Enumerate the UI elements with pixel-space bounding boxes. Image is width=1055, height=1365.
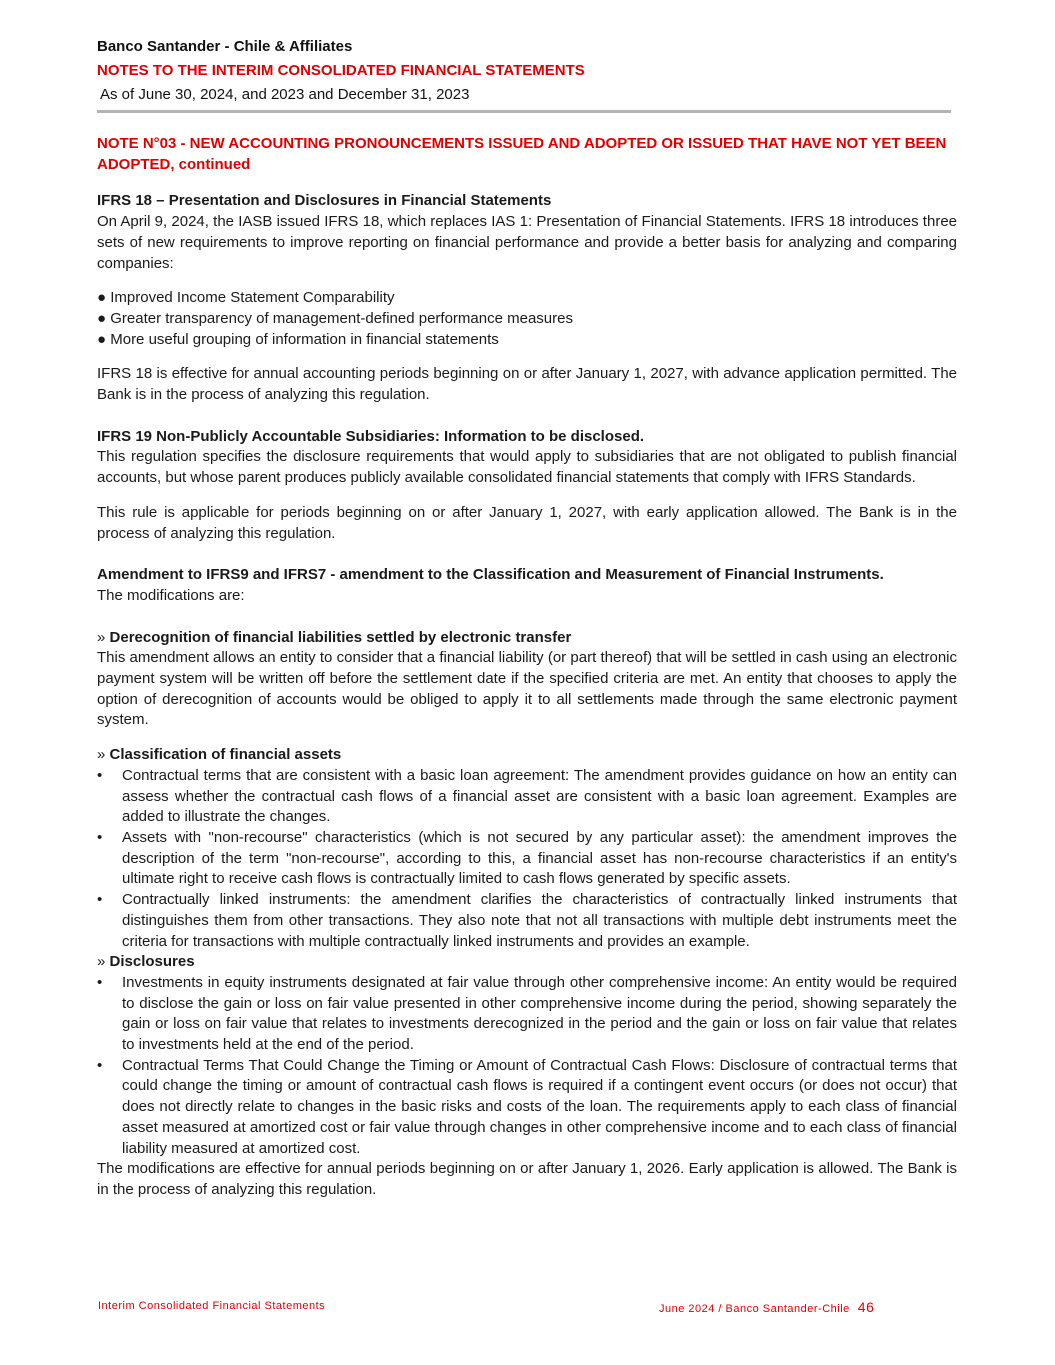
ifrs19-paragraph-2: This rule is applicable for periods beginning on or after January 1, 2027, with early application allowed. The Bank is in the process of analyzing this regulation. <box>97 503 957 542</box>
bullet-icon: • <box>97 891 103 909</box>
ifrs19-title: IFRS 19 Non-Publicly Accountable Subsidiaries: Information to be disclosed. <box>97 427 645 445</box>
list-item: ● Greater transparency of management-defined performance measures <box>97 309 573 327</box>
list-item <box>97 1056 957 1160</box>
bullet-icon: • <box>97 828 103 846</box>
closing-paragraph: The modifications are effective for annual periods beginning on or after January 1, 2026. Early application is allowed. The Bank is in the process of analyzing this regulation. <box>97 1160 957 1198</box>
amendment-title: Amendment to IFRS9 and IFRS7 - amendment to the Classification and Measurement of Financial Instruments. <box>97 566 884 584</box>
disclosures-title: Disclosures <box>109 953 195 971</box>
ifrs19-paragraph-1: This regulation specifies the disclosure requirements that would apply to subsidiaries that are not obligated to publish financial accounts, but whose parent produces publicly available consolidated financial statements that comply with IFRS Standards. <box>97 448 957 487</box>
list-item-text: Contractual terms that are consistent with a basic loan agreement: The amendment provides guidance on how an entity can assess whether the contractual cash flows of a financial asset are consistent with a basic loan agreement. Examples are added to illustrate the changes. <box>122 766 957 826</box>
bullet-icon: • <box>97 1056 103 1074</box>
disclosures-heading <box>97 952 957 973</box>
header-divider <box>97 110 951 113</box>
footer-right <box>659 1299 874 1315</box>
ifrs18-bullet-list <box>97 288 957 350</box>
ifrs18-effective: IFRS 18 is effective for annual accounting periods beginning on or after January 1, 2027, with advance application permitted. The Bank is in the process of analyzing this regulation. <box>97 365 957 404</box>
ifrs18-title: IFRS 18 – Presentation and Disclosures in Financial Statements <box>97 192 552 210</box>
list-item: ● More useful grouping of information in financial statements <box>97 330 499 348</box>
derecognition-text: This amendment allows an entity to consider that a financial liability (or part thereof) that will be settled in cash using an electronic payment system will be written off before the settlement date if the specified criteria are met. An entity that chooses to apply the option of derecognition of accounts would be obliged to apply it to all settlements made through the same electronic payment system. <box>97 649 957 729</box>
note-title: NOTE N°03 - NEW ACCOUNTING PRONOUNCEMENTS ISSUED AND ADOPTED OR ISSUED THAT HAVE NOT YET BEEN ADOPTED, continued <box>97 135 947 173</box>
bullet-icon: • <box>97 766 103 784</box>
list-item-text: Contractually linked instruments: the amendment clarifies the characteristics of contractually linked instruments that distinguishes them from other transactions. They also note that not all transactions with multiple debt instruments meet the criteria for transactions with multiple contractually linked instruments and provides an example. <box>122 891 957 950</box>
list-item <box>97 890 957 952</box>
list-item <box>97 973 957 1056</box>
notes-title: NOTES TO THE INTERIM CONSOLIDATED FINANCIAL STATEMENTS <box>97 62 585 79</box>
derecognition-heading <box>97 628 957 649</box>
list-item <box>97 766 957 828</box>
classification-title: Classification of financial assets <box>109 746 342 764</box>
list-item: ● Improved Income Statement Comparability <box>97 289 395 307</box>
list-item-text: Investments in equity instruments designated at fair value through other comprehensive income: An entity would be required to disclose the gain or loss on fair value presented in other comprehensive income during the period, showing separately the gain or loss on fair value that relates to investments derecognized in the period and the gain or loss on fair value that relates to investments held at the end of the period. <box>122 973 957 1054</box>
footer-label: June 2024 / Banco Santander-Chile <box>659 1303 850 1315</box>
page-content <box>97 134 957 1201</box>
company-name: Banco Santander - Chile & Affiliates <box>97 38 353 55</box>
page-number: 46 <box>857 1299 875 1315</box>
date-line: As of June 30, 2024, and 2023 and December 31, 2023 <box>100 86 470 103</box>
amendment-intro: The modifications are: <box>97 586 245 604</box>
raquo-glyph: » <box>97 628 106 646</box>
disclosures-list <box>97 973 957 1159</box>
list-item-text: Assets with "non-recourse" characteristics (which is not secured by any particular asset): the amendment improves the description of the term "non-recourse", according to this, a financial asset has non-recourse characteristics if an entity's ultimate right to receive cash flows is contractually limited to cash flows generated by specific assets. <box>122 828 957 888</box>
classification-list <box>97 766 957 952</box>
list-item <box>97 828 957 890</box>
raquo-glyph: » <box>97 953 106 971</box>
page-header <box>97 36 952 113</box>
list-item-text: Contractual Terms That Could Change the Timing or Amount of Contractual Cash Flows: Disclosure of contractual terms that could change the timing or amount of contractual cash flows is required if a contingent event occurs (or does not occur) that does not directly relate to changes in the basic risks and costs of the loan. The requirements apply to each class of financial asset measured at amortized cost or fair value through changes in other comprehensive income and to each class of financial liability measured at amortized cost. <box>122 1056 957 1157</box>
raquo-glyph: » <box>97 746 106 764</box>
bullet-icon: • <box>97 973 103 991</box>
footer-left: Interim Consolidated Financial Statements <box>98 1300 326 1312</box>
ifrs18-intro: On April 9, 2024, the IASB issued IFRS 18, which replaces IAS 1: Presentation of Financial Statements. IFRS 18 introduces three sets of new requirements to improve reporting on financial performance and provide a better basis for analyzing and comparing companies: <box>97 213 957 272</box>
derecognition-title: Derecognition of financial liabilities settled by electronic transfer <box>109 628 572 646</box>
classification-heading <box>97 745 957 766</box>
